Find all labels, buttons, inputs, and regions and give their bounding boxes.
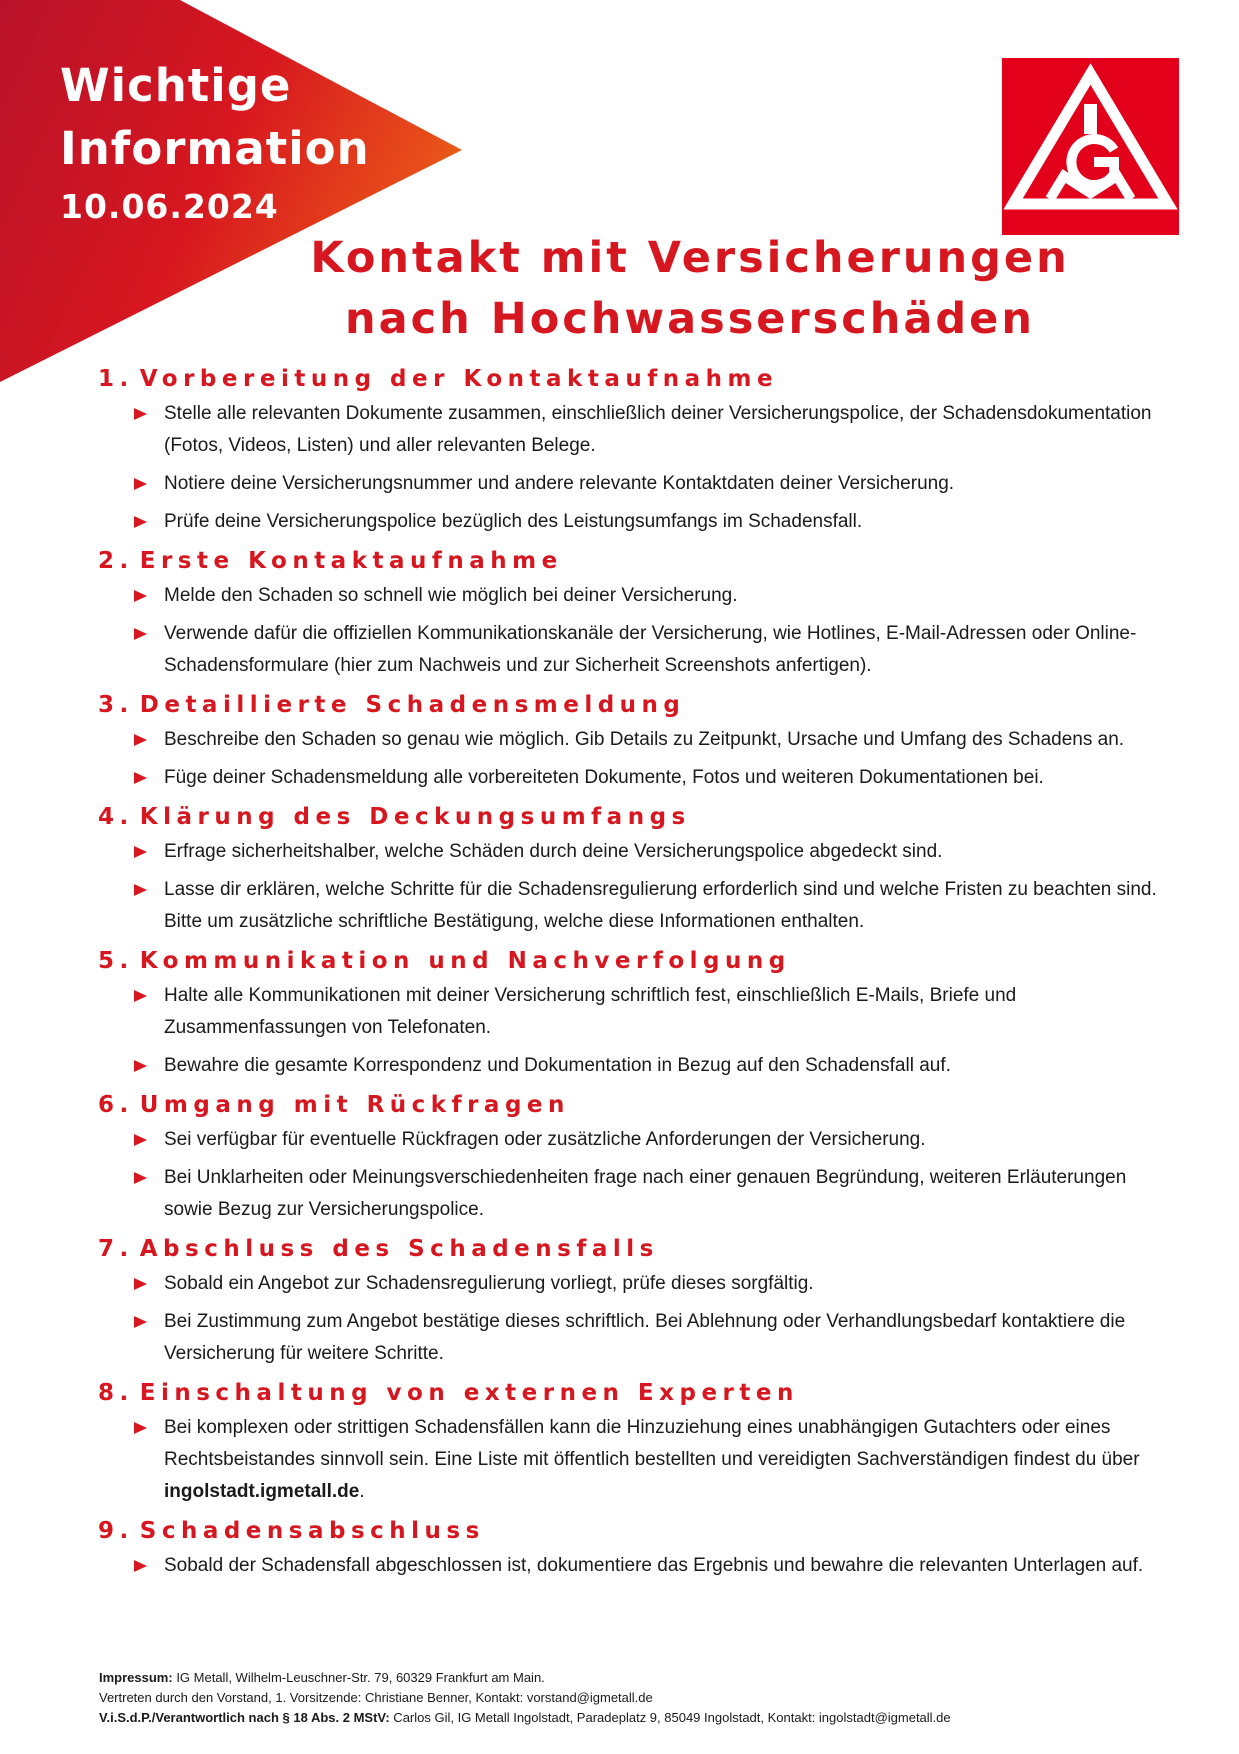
section-heading: 3. Detaillierte Schadensmeldung	[98, 692, 686, 718]
section-first-contact	[98, 544, 1178, 682]
bullet-arrow-icon	[134, 1060, 147, 1072]
section-heading: 5. Kommunikation und Nachverfolgung	[98, 948, 791, 974]
list-item: Halte alle Kommunikationen mit deiner Versicherung schriftlich fest, einschließlich E-Mails, Briefe und Zusammenfassungen von Telefonaten.	[98, 980, 1178, 1044]
section-heading: 1. Vorbereitung der Kontaktaufnahme	[98, 366, 779, 392]
bullet-arrow-icon	[134, 734, 147, 746]
section-heading: 6. Umgang mit Rückfragen	[98, 1092, 570, 1118]
bullet-arrow-icon	[134, 846, 147, 858]
section-heading: 7. Abschluss des Schadensfalls	[98, 1236, 659, 1262]
instructions-list	[98, 362, 1178, 1588]
section-damage-report	[98, 688, 1178, 794]
section-queries	[98, 1088, 1178, 1226]
section-preparation	[98, 362, 1178, 538]
title-line-2: nach Hochwasserschäden	[345, 294, 1035, 344]
list-item: Lasse dir erklären, welche Schritte für die Schadensregulierung erforderlich sind und welche Fristen zu beachten sind. Bitte um zusätzliche schriftliche Bestätigung, welche diese Informationen enthalten.	[98, 874, 1178, 938]
bullet-arrow-icon	[134, 1172, 147, 1184]
list-item: Beschreibe den Schaden so genau wie möglich. Gib Details zu Zeitpunkt, Ursache und Umfang des Schadens an.	[98, 724, 1178, 756]
bullet-arrow-icon	[134, 1422, 147, 1434]
imprint-footer	[99, 1668, 1199, 1728]
bullet-arrow-icon	[134, 1316, 147, 1328]
list-item: Stelle alle relevanten Dokumente zusammen, einschließlich deiner Versicherungspolice, der Schadensdokumentation (Fotos, Videos, Listen) und aller relevanten Belege.	[98, 398, 1178, 462]
section-coverage	[98, 800, 1178, 938]
board-line: Vertreten durch den Vorstand, 1. Vorsitzende: Christiane Benner, Kontakt: vorstand@igmetall.de	[99, 1690, 653, 1705]
bullet-arrow-icon	[134, 990, 147, 1002]
bullet-arrow-icon	[134, 590, 147, 602]
list-item: Melde den Schaden so schnell wie möglich bei deiner Versicherung.	[98, 580, 1178, 612]
bullet-arrow-icon	[134, 1134, 147, 1146]
list-item: Sei verfügbar für eventuelle Rückfragen oder zusätzliche Anforderungen der Versicherung.	[98, 1124, 1178, 1156]
igmetall-link[interactable]: ingolstadt.igmetall.de	[164, 1481, 360, 1502]
list-item: Füge deiner Schadensmeldung alle vorbereiteten Dokumente, Fotos und weiteren Dokumentationen bei.	[98, 762, 1178, 794]
bullet-arrow-icon	[134, 772, 147, 784]
page-title	[300, 228, 1080, 350]
banner-text	[60, 54, 370, 230]
igm-logo-icon	[1002, 58, 1179, 235]
bullet-arrow-icon	[134, 408, 147, 420]
title-line-1: Kontakt mit Versicherungen	[310, 233, 1070, 283]
responsible-line: V.i.S.d.P./Verantwortlich nach § 18 Abs. 2 MStV: Carlos Gil, IG Metall Ingolstadt, Paradeplatz 9, 85049 Ingolstadt, Kontakt: ingolstadt@igmetall.de	[99, 1710, 951, 1725]
banner-date: 10.06.2024	[60, 187, 279, 226]
section-closing	[98, 1232, 1178, 1370]
bullet-arrow-icon	[134, 1560, 147, 1572]
section-heading: 2. Erste Kontaktaufnahme	[98, 548, 563, 574]
section-communication	[98, 944, 1178, 1082]
list-item: Bei Unklarheiten oder Meinungsverschiedenheiten frage nach einer genauen Begründung, weiteren Erläuterungen sowie Bezug zur Versicherungspolice.	[98, 1162, 1178, 1226]
list-item: Notiere deine Versicherungsnummer und andere relevante Kontaktdaten deiner Versicherung.	[98, 468, 1178, 500]
list-item: Sobald ein Angebot zur Schadensregulierung vorliegt, prüfe dieses sorgfältig.	[98, 1268, 1178, 1300]
imprint-line: Impressum: IG Metall, Wilhelm-Leuschner-Str. 79, 60329 Frankfurt am Main.	[99, 1670, 545, 1685]
list-item: Verwende dafür die offiziellen Kommunikationskanäle der Versicherung, wie Hotlines, E-Mail-Adressen oder Online-Schadensformulare (hier zum Nachweis und zur Sicherheit Screenshots anfertigen).	[98, 618, 1178, 682]
bullet-arrow-icon	[134, 884, 147, 896]
list-item: Erfrage sicherheitshalber, welche Schäden durch deine Versicherungspolice abgedeckt sind.	[98, 836, 1178, 868]
section-heading: 4. Klärung des Deckungsumfangs	[98, 804, 691, 830]
bullet-arrow-icon	[134, 1278, 147, 1290]
list-item: Bewahre die gesamte Korrespondenz und Dokumentation in Bezug auf den Schadensfall auf.	[98, 1050, 1178, 1082]
list-item: Prüfe deine Versicherungspolice bezüglich des Leistungsumfangs im Schadensfall.	[98, 506, 1178, 538]
bullet-arrow-icon	[134, 628, 147, 640]
section-heading: 8. Einschaltung von externen Experten	[98, 1380, 799, 1406]
section-experts	[98, 1376, 1178, 1508]
list-item: Bei komplexen oder strittigen Schadensfällen kann die Hinzuziehung eines unabhängigen Gutachters oder eines Rechtsbeistandes sinnvoll sein. Eine Liste mit öffentlich bestellten und vereidigten Sachverständigen findest du über ingolstadt.igmetall.de.	[98, 1412, 1178, 1508]
section-heading: 9. Schadensabschluss	[98, 1518, 485, 1544]
banner-line-1: Wichtige	[60, 59, 292, 112]
bullet-arrow-icon	[134, 516, 147, 528]
banner-line-2: Information	[60, 122, 370, 175]
section-final	[98, 1514, 1178, 1582]
list-item: Bei Zustimmung zum Angebot bestätige dieses schriftlich. Bei Ablehnung oder Verhandlungsbedarf kontaktiere die Versicherung für weitere Schritte.	[98, 1306, 1178, 1370]
list-item: Sobald der Schadensfall abgeschlossen ist, dokumentiere das Ergebnis und bewahre die relevanten Unterlagen auf.	[98, 1550, 1178, 1582]
bullet-arrow-icon	[134, 478, 147, 490]
